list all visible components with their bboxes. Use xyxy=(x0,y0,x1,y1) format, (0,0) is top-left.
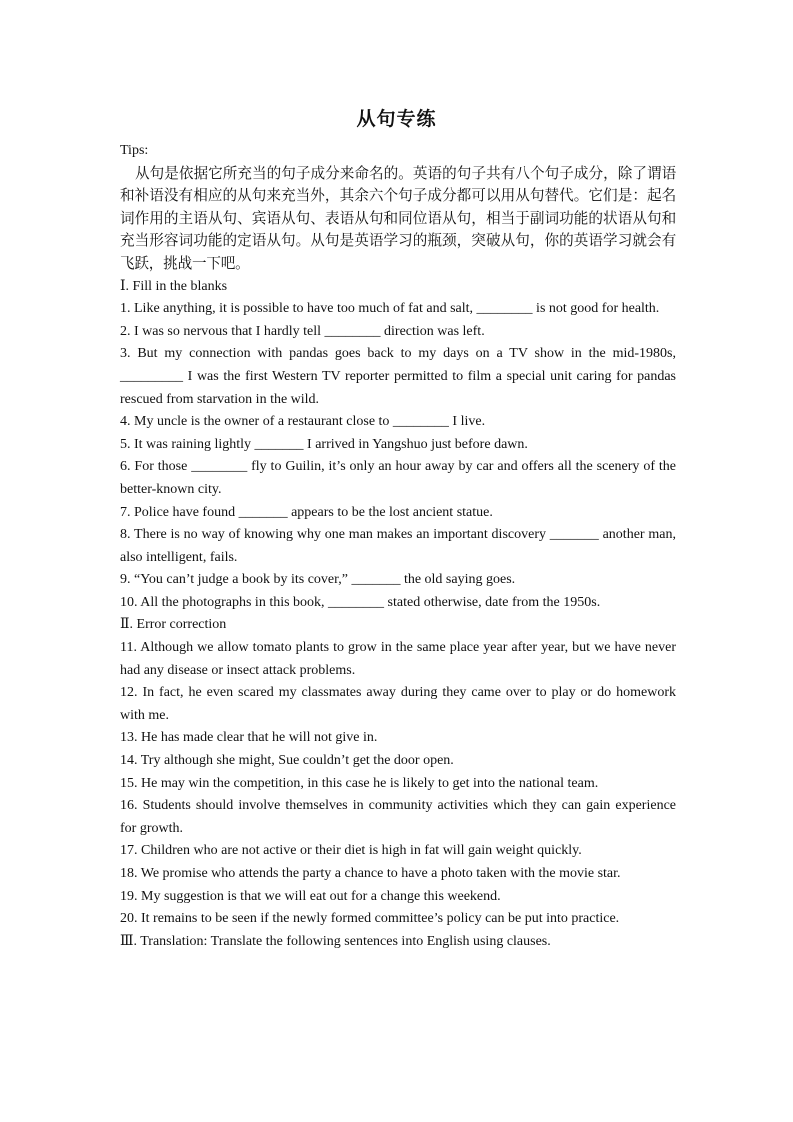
tips-paragraph: 从句是依据它所充当的句子成分来命名的。英语的句子共有八个句子成分，除了谓语和补语没有相应的从句来充当外，其余六个句子成分都可以用从句替代。它们是：起名词作用的主语从句、宾语从句、表语从句和同位语从句，相当于副词功能的状语从句和充当形容词功能的定语从句。从句是英语学习的瓶颈，突破从句，你的英语学习就会有飞跃，挑战一下吧。 xyxy=(120,164,676,272)
question-item: 18. We promise who attends the party a chance to have a photo taken with the movie star. xyxy=(120,866,621,881)
question-item: 6. For those ________ fly to Guilin, it’s only an hour away by car and offers all the scenery of the better-known city. xyxy=(120,459,676,497)
question-item: 8. There is no way of knowing why one man makes an important discovery _______ another man, also intelligent, fails. xyxy=(120,527,676,565)
document-body xyxy=(120,140,676,953)
tips-label: Tips: xyxy=(120,143,149,158)
question-item: 14. Try although she might, Sue couldn’t get the door open. xyxy=(120,753,454,769)
question-item: 1. Like anything, it is possible to have too much of fat and salt, ________ is not good for health. xyxy=(120,301,660,317)
question-item: 4. My uncle is the owner of a restaurant close to ________ I live. xyxy=(120,414,486,430)
question-item: 17. Children who are not active or their diet is high in fat will gain weight quickly. xyxy=(120,843,582,859)
section-translation-heading: Ⅲ. Translation: Translate the following sentences into English using clauses. xyxy=(120,933,551,949)
question-item: 19. My suggestion is that we will eat out for a change this weekend. xyxy=(120,888,501,904)
section-fill-blanks-heading: Ⅰ. Fill in the blanks xyxy=(120,278,228,294)
question-item: 11. Although we allow tomato plants to grow in the same place year after year, but we have never had any disease or insect attack problems. xyxy=(120,640,676,678)
question-item: 9. “You can’t judge a book by its cover,” _______ the old saying goes. xyxy=(120,572,516,588)
question-item: 20. It remains to be seen if the newly formed committee’s policy can be put into practice. xyxy=(120,911,620,927)
question-item: 13. He has made clear that he will not give in. xyxy=(120,730,378,746)
question-item: 12. In fact, he even scared my classmates away during they came over to play or do homework with me. xyxy=(120,685,676,723)
question-item: 16. Students should involve themselves in community activities which they can gain experience for growth. xyxy=(120,798,676,836)
question-item: 7. Police have found _______ appears to be the lost ancient statue. xyxy=(120,504,493,520)
question-item: 5. It was raining lightly _______ I arrived in Yangshuo just before dawn. xyxy=(120,436,528,452)
question-item: 2. I was so nervous that I hardly tell ________ direction was left. xyxy=(120,323,485,339)
section-error-correction-heading: Ⅱ. Error correction xyxy=(120,617,227,633)
page-title: 从句专练 xyxy=(356,108,437,130)
question-item: 15. He may win the competition, in this case he is likely to get into the national team. xyxy=(120,775,599,791)
question-item: 10. All the photographs in this book, ________ stated otherwise, date from the 1950s. xyxy=(120,594,601,610)
question-item: 3. But my connection with pandas goes back to my days on a TV show in the mid-1980s, _________ I was the first Western TV reporter permitted to film a special unit caring for pandas rescued from starvation in the wild. xyxy=(120,346,676,407)
